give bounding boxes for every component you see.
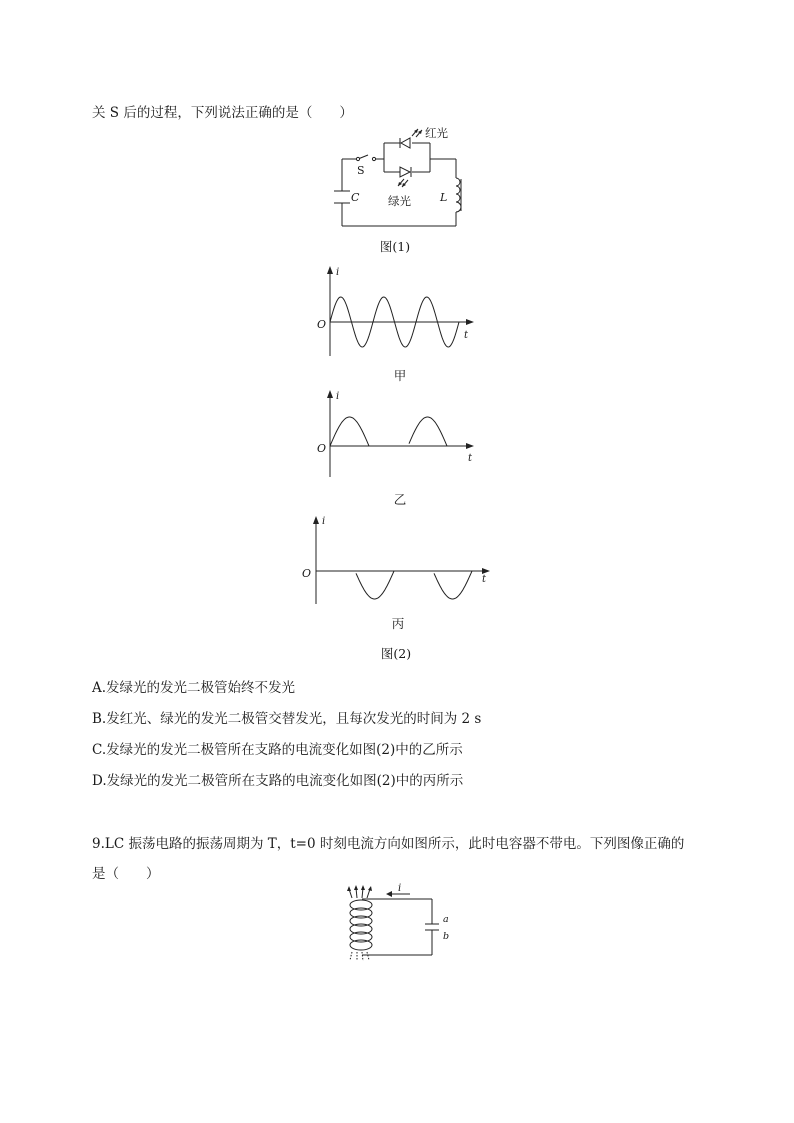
svg-text:i: i — [336, 391, 340, 402]
svg-text:O: O — [317, 318, 327, 331]
label-plate-a: a — [443, 914, 449, 925]
svg-text:t: t — [482, 574, 487, 585]
option-c: C.发绿光的发光二极管所在支路的电流变化如图(2)中的乙所示 — [92, 742, 463, 758]
graph-bing-label: 丙 — [391, 616, 405, 631]
label-plate-b: b — [443, 931, 450, 942]
option-d: D.发绿光的发光二极管所在支路的电流变化如图(2)中的丙所示 — [92, 773, 464, 789]
svg-text:t: t — [468, 453, 473, 464]
option-a: A.发绿光的发光二极管始终不发光 — [92, 680, 296, 696]
label-red: 红光 — [425, 126, 448, 140]
svg-text:O: O — [302, 567, 312, 580]
question8-stem: 关 S 后的过程，下列说法正确的是（ ） — [92, 105, 353, 121]
label-switch: S — [357, 164, 365, 177]
label-capacitor: C — [351, 191, 360, 204]
svg-text:O: O — [317, 442, 327, 455]
svg-text:t: t — [464, 330, 469, 341]
label-green: 绿光 — [388, 194, 411, 208]
figure1-caption: 图(1) — [379, 239, 411, 254]
figure2-caption: 图(2) — [380, 646, 412, 661]
label-inductor: L — [440, 191, 448, 204]
label-current: i — [398, 883, 402, 894]
graph-jia-label: 甲 — [393, 368, 407, 383]
question9-stem-line1: 9.LC 振荡电路的振荡周期为 T，t=0 时刻电流方向如图所示，此时电容器不带电。下列图像正确的 — [92, 836, 685, 852]
svg-text:i: i — [322, 516, 326, 527]
option-b: B.发红光、绿光的发光二极管交替发光，且每次发光的时间为 2 s — [92, 711, 482, 727]
svg-text:i: i — [336, 267, 340, 278]
question9-stem-line2: 是（ ） — [92, 866, 160, 882]
graph-yi-label: 乙 — [393, 492, 407, 507]
